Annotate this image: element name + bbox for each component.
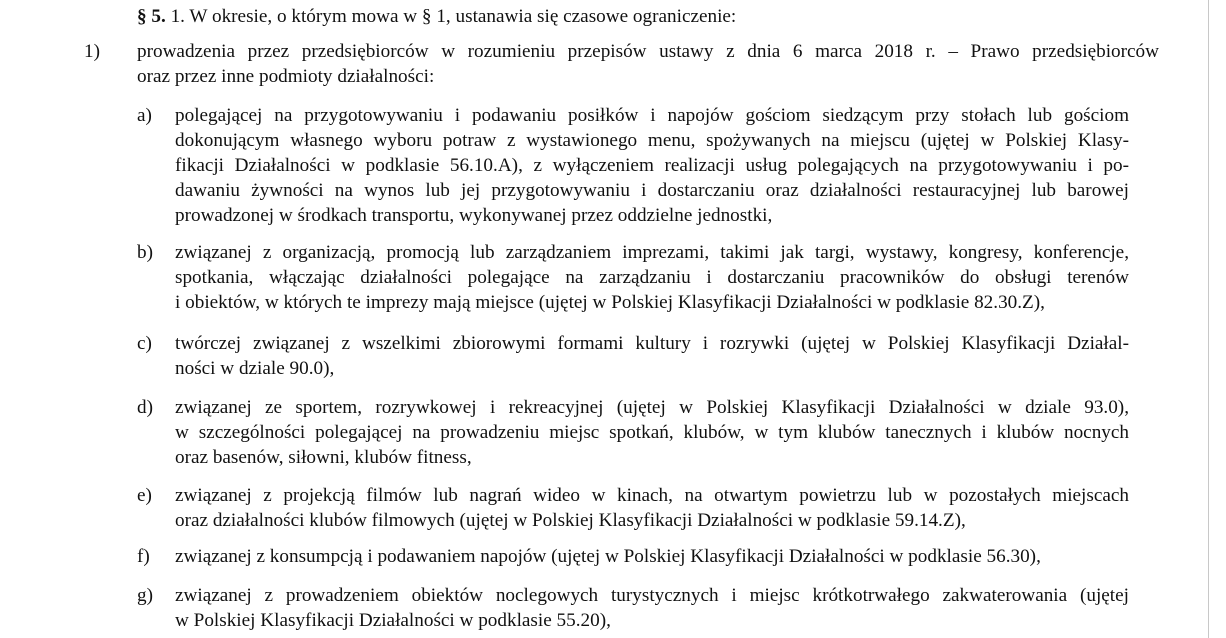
subitem-text-line: fikacji Działalności w podklasie 56.10.A), z wyłączeniem realizacji usług polegających na przygotowywaniu i po- [175, 155, 1129, 176]
subitem-text-line: i obiektów, w których te imprezy mają miejsce (ujętej w Polskiej Klasyfikacji Działalności w podklasie 82.30.Z), [175, 292, 1045, 313]
subitem-marker: f) [137, 546, 150, 567]
subitem-text-line: dokonującym własnego wyboru potraw z wystawionego menu, spożywanych na miejscu (ujętej w Polskiej Klasy- [175, 130, 1129, 151]
subitem-marker: d) [137, 397, 153, 418]
subitem-marker: a) [137, 105, 152, 126]
subitem-text-line: w Polskiej Klasyfikacji Działalności w podklasie 55.20), [175, 610, 611, 631]
subitem-text-line: w szczególności polegającej na prowadzeniu miejsc spotkań, klubów, w tym klubów tanecznych i klubów nocnych [175, 422, 1129, 443]
section-number: § 5. [137, 6, 166, 27]
subitem-text-line: związanej z prowadzeniem obiektów noclegowych turystycznych i miejsc krótkotrwałego zakwaterowania (ujętej [175, 585, 1129, 606]
subitem-marker: c) [137, 333, 152, 354]
subitem-marker: e) [137, 485, 152, 506]
subitem-text-line: polegającej na przygotowywaniu i podawaniu posiłków i napojów gościom siedzącym przy stołach lub gościom [175, 105, 1129, 126]
subitem-text-line: związanej z projekcją filmów lub nagrań wideo w kinach, na otwartym powietrzu lub w pozostałych miejscach [175, 485, 1129, 506]
subitem-text-line: związanej ze sportem, rozrywkowej i rekreacyjnej (ujętej w Polskiej Klasyfikacji Działalności w dziale 93.0), [175, 397, 1129, 418]
page-edge-divider [1208, 0, 1209, 638]
item-marker: 1) [84, 41, 100, 62]
item-text-line: prowadzenia przez przedsiębiorców w rozumieniu przepisów ustawy z dnia 6 marca 2018 r. – Prawo przedsiębiorców [137, 41, 1159, 62]
subitem-text-line: związanej z konsumpcją i podawaniem napojów (ujętej w Polskiej Klasyfikacji Działalności w podklasie 56.30), [175, 546, 1041, 567]
subitem-text-line: oraz działalności klubów filmowych (ujętej w Polskiej Klasyfikacji Działalności w podklasie 59.14.Z), [175, 510, 966, 531]
section-lead: 1. W okresie, o którym mowa w § 1, ustanawia się czasowe ograniczenie: [170, 6, 737, 27]
section-heading [137, 6, 736, 28]
subitem-text-line: ności w dziale 90.0), [175, 358, 335, 379]
subitem-text-line: twórczej związanej z wszelkimi zbiorowymi formami kultury i rozrywki (ujętej w Polskiej Klasyfikacji Działal- [175, 333, 1129, 354]
subitem-text-line: dawaniu żywności na wynos lub jej przygotowywaniu i dostarczaniu oraz działalności restauracyjnej lub barowej [175, 180, 1129, 201]
subitem-marker: b) [137, 242, 153, 263]
subitem-text-line: spotkania, włączając działalności polegające na zarządzaniu i dostarczaniu pracowników do obsługi terenów [175, 267, 1129, 288]
subitem-text-line: oraz basenów, siłowni, klubów fitness, [175, 447, 472, 468]
subitem-marker: g) [137, 585, 153, 606]
subitem-text-line: związanej z organizacją, promocją lub zarządzaniem imprezami, takimi jak targi, wystawy, kongresy, konferencje, [175, 242, 1129, 263]
subitem-text-line: prowadzonej w środkach transportu, wykonywanej przez oddzielne jednostki, [175, 205, 773, 226]
item-text-line: oraz przez inne podmioty działalności: [137, 66, 435, 87]
